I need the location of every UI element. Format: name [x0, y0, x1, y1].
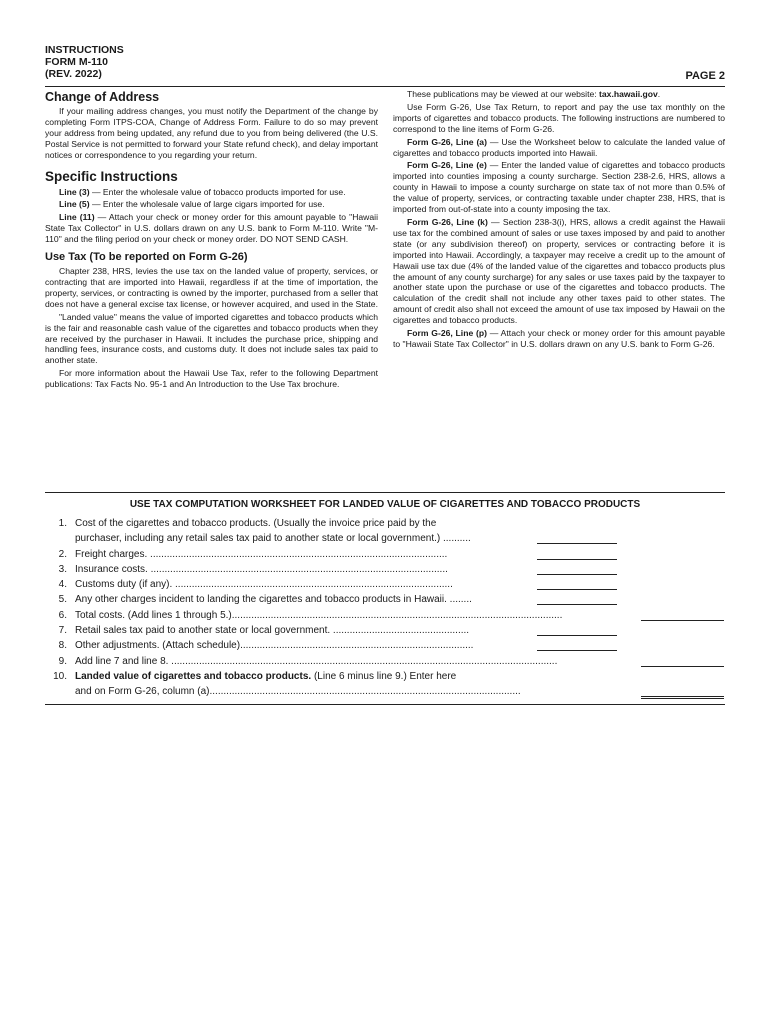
use-tax-title: Use Tax (To be reported on Form G-26): [45, 251, 248, 264]
page-header: [45, 44, 725, 80]
g26-line-a-text: — Use the Worksheet below to calculate the landed value of cigarettes and tobacco products imported into Hawaii.: [393, 136, 725, 158]
g26-line-e-label: Form G-26, Line (e): [407, 160, 487, 171]
line3-label: Line (3): [59, 186, 90, 197]
amount-field-line-8[interactable]: [537, 638, 617, 651]
line-text: purchaser, including any retail sales tax paid to another state or local government.) ..........: [75, 533, 471, 545]
line-number: 2.: [58, 548, 67, 560]
worksheet-line-10a: [45, 669, 725, 684]
g26-line-k-label: Form G-26, Line (k): [407, 216, 488, 227]
use-tax-paragraph-1: Chapter 238, HRS, levies the use tax on the landed value of property, services, or contracting that are imported into Hawaii, regardless if at the time of importation, the property, services, or contracting is owned by the importer, purchased from a seller that does not have a general excise tax license, or however acquired, and used in the State.: [45, 266, 378, 309]
line11-text: — Attach your check or money order for this amount payable to "Hawaii State Tax Collector" in U.S. dollars drawn on any U.S. bank to Form M-110. Write "M-110" and the filing period on your check or money order. DO NOT SEND CASH.: [45, 212, 378, 245]
worksheet-bottom-rule: [45, 704, 725, 705]
change-of-address-body: If your mailing address changes, you must notify the Department of the change by completing Form ITPS-COA, Change of Address Form. Failure to do so may prevent your address from being updated, any refund due to you from being delivered (the U.S. Postal Service is not permitted to forward your State refund check), and delay important notices or correspondence to you regarding your return.: [45, 106, 378, 160]
worksheet-line-10b: [45, 684, 725, 699]
left-column: [45, 89, 378, 392]
line-text: and on Form G-26, column (a)................................................................................................................: [75, 686, 521, 698]
amount-field-line-1[interactable]: [537, 531, 617, 544]
worksheet-line-3: [45, 562, 725, 577]
worksheet-line-8: [45, 638, 725, 653]
line-number: 1.: [58, 518, 67, 529]
use-form-g26-paragraph: Use Form G-26, Use Tax Return, to report and pay the use tax monthly on the imports of cigarettes and tobacco products. The following instructions are numbered to correspond to the line items of Form G-26.: [393, 101, 725, 134]
line5-label: Line (5): [59, 199, 90, 210]
line5-text: — Enter the wholesale value of large cigars imported for use.: [89, 199, 325, 210]
worksheet-line-6: [45, 608, 725, 623]
amount-field-line-2[interactable]: [537, 547, 617, 560]
worksheet-line-9: [45, 654, 725, 669]
worksheet-top-rule: [45, 492, 725, 493]
page-number: PAGE 2: [685, 70, 725, 82]
line-text: Add line 7 and line 8. ...........................................................................................................................................: [75, 655, 558, 667]
worksheet-title: USE TAX COMPUTATION WORKSHEET FOR LANDED VALUE OF CIGARETTES AND TOBACCO PRODUCTS: [129, 499, 641, 510]
line3-instruction: [45, 187, 378, 198]
header-line-3: (REV. 2022): [45, 68, 102, 80]
worksheet-line-4: [45, 577, 725, 592]
website-text: These publications may be viewed at our website:: [407, 89, 600, 99]
worksheet-line-7: [45, 623, 725, 638]
line-text: Customs duty (if any). ....................................................................................................: [75, 579, 453, 591]
worksheet-line-5: [45, 592, 725, 607]
g26-line-e-text: — Enter the landed value of cigarettes and tobacco products imported into counties imposing a county surcharge. Section 238-2.6, HRS, allows a county in Hawaii to impose a county surcharge on state tax of not more than 0.5% of the value of property, services, or contracting taxable under chapter 238, HRS, that is imported from out-of-state into a county imposing the tax.: [393, 160, 725, 215]
line5-instruction: [45, 199, 378, 210]
website-end: .: [657, 89, 661, 99]
g26-line-k-text: — Section 238-3(i), HRS, allows a credit against the Hawaii use tax for the combined amount of sales or use taxes imposed by and paid to another state (or any subdivision thereof) on property, services or contracting before it is imported into Hawaii. Accordingly, a taxpayer may receive a credit up to the amount of Hawaii use tax due (4% of the landed value of the cigarettes and tobacco products plus the amount of any county surcharge) for any sales or use taxes paid by the taxpayer to another state upon the purchase or use of the cigarettes and tobacco products. The calculation of the credit shall not include any other taxes paid to other states. The amount of credit also shall not exceed the amount of use tax imposed by Hawaii on the cigarettes and tobacco products.: [393, 216, 725, 326]
line-number: 4.: [58, 579, 67, 591]
g26-line-a: [393, 137, 725, 159]
worksheet-line-2: [45, 547, 725, 562]
header-line-2: FORM M-110: [45, 56, 109, 68]
website-note: [393, 89, 725, 100]
line11-label: Line (11): [59, 212, 95, 223]
line-text: Total costs. (Add lines 1 through 5.).......................................................................................................................: [75, 609, 563, 621]
use-tax-paragraph-3: For more information about the Hawaii Use Tax, refer to the following Department publications: Tax Facts No. 95-1 and An Introduction to the Use Tax brochure.: [45, 368, 378, 390]
worksheet-line-1a: [45, 516, 725, 531]
g26-line-p-text: — Attach your check or money order for this amount payable to "Hawaii State Tax Collector" in U.S. dollars drawn on any U.S. bank to Form G-26.: [393, 328, 725, 349]
worksheet: [45, 492, 725, 705]
line-text: Retail sales tax paid to another state or local government. .................................................: [75, 625, 470, 637]
g26-line-p-label: Form G-26, Line (p): [407, 328, 487, 339]
amount-field-line-3[interactable]: [537, 562, 617, 575]
line-text: Any other charges incident to landing the cigarettes and tobacco products in Hawaii. ........: [75, 594, 472, 606]
amount-field-line-7[interactable]: [537, 623, 617, 636]
line-number: 8.: [58, 640, 67, 652]
line-text: Freight charges. ...........................................................................................................: [75, 548, 448, 560]
line-number: 10.: [53, 670, 67, 682]
change-of-address-title: Change of Address: [45, 90, 160, 104]
line-text: Cost of the cigarettes and tobacco products. (Usually the invoice price paid by the: [75, 518, 437, 529]
use-tax-paragraph-2: "Landed value" means the value of imported cigarettes and tobacco products which is the fair and reasonable cash value of the cigarettes and tobacco products when they are received by the purchaser in Hawaii. It includes the purchase price, shipping and handling fees, insurance costs, and customs duty. It does not include sales tax paid to another state.: [45, 311, 378, 366]
website-link[interactable]: tax.hawaii.gov: [599, 89, 658, 99]
amount-field-line-6[interactable]: [641, 608, 724, 621]
line-text: Other adjustments. (Attach schedule)....................................................................................: [75, 640, 474, 652]
amount-field-line-9[interactable]: [641, 654, 724, 667]
g26-line-k: [393, 217, 725, 326]
right-column: [393, 89, 725, 352]
line-number: 9.: [58, 655, 67, 667]
header-divider: [45, 86, 725, 87]
landed-value-text: (Line 6 minus line 9.) Enter here: [311, 670, 457, 682]
g26-line-e: [393, 160, 725, 215]
line-number: 6.: [58, 609, 67, 621]
landed-value-label: Landed value of cigarettes and tobacco products.: [75, 670, 312, 682]
amount-field-line-5[interactable]: [537, 592, 617, 605]
amount-field-line-10[interactable]: [641, 684, 724, 699]
line-number: 5.: [58, 594, 67, 606]
worksheet-lines: [45, 516, 725, 700]
form-identifier: [45, 44, 725, 80]
amount-field-line-4[interactable]: [537, 577, 617, 590]
header-line-1: INSTRUCTIONS: [45, 44, 124, 56]
line11-instruction: [45, 212, 378, 245]
g26-line-p: [393, 328, 725, 350]
line-text: [75, 669, 456, 684]
line-text: Insurance costs. ...........................................................................................................: [75, 563, 448, 575]
line3-text: — Enter the wholesale value of tobacco products imported for use.: [89, 186, 346, 197]
specific-instructions-title: Specific Instructions: [45, 168, 178, 184]
worksheet-line-1b: [45, 531, 725, 546]
line-number: 3.: [58, 563, 67, 575]
line-number: 7.: [58, 625, 67, 637]
g26-line-a-label: Form G-26, Line (a): [407, 136, 487, 147]
